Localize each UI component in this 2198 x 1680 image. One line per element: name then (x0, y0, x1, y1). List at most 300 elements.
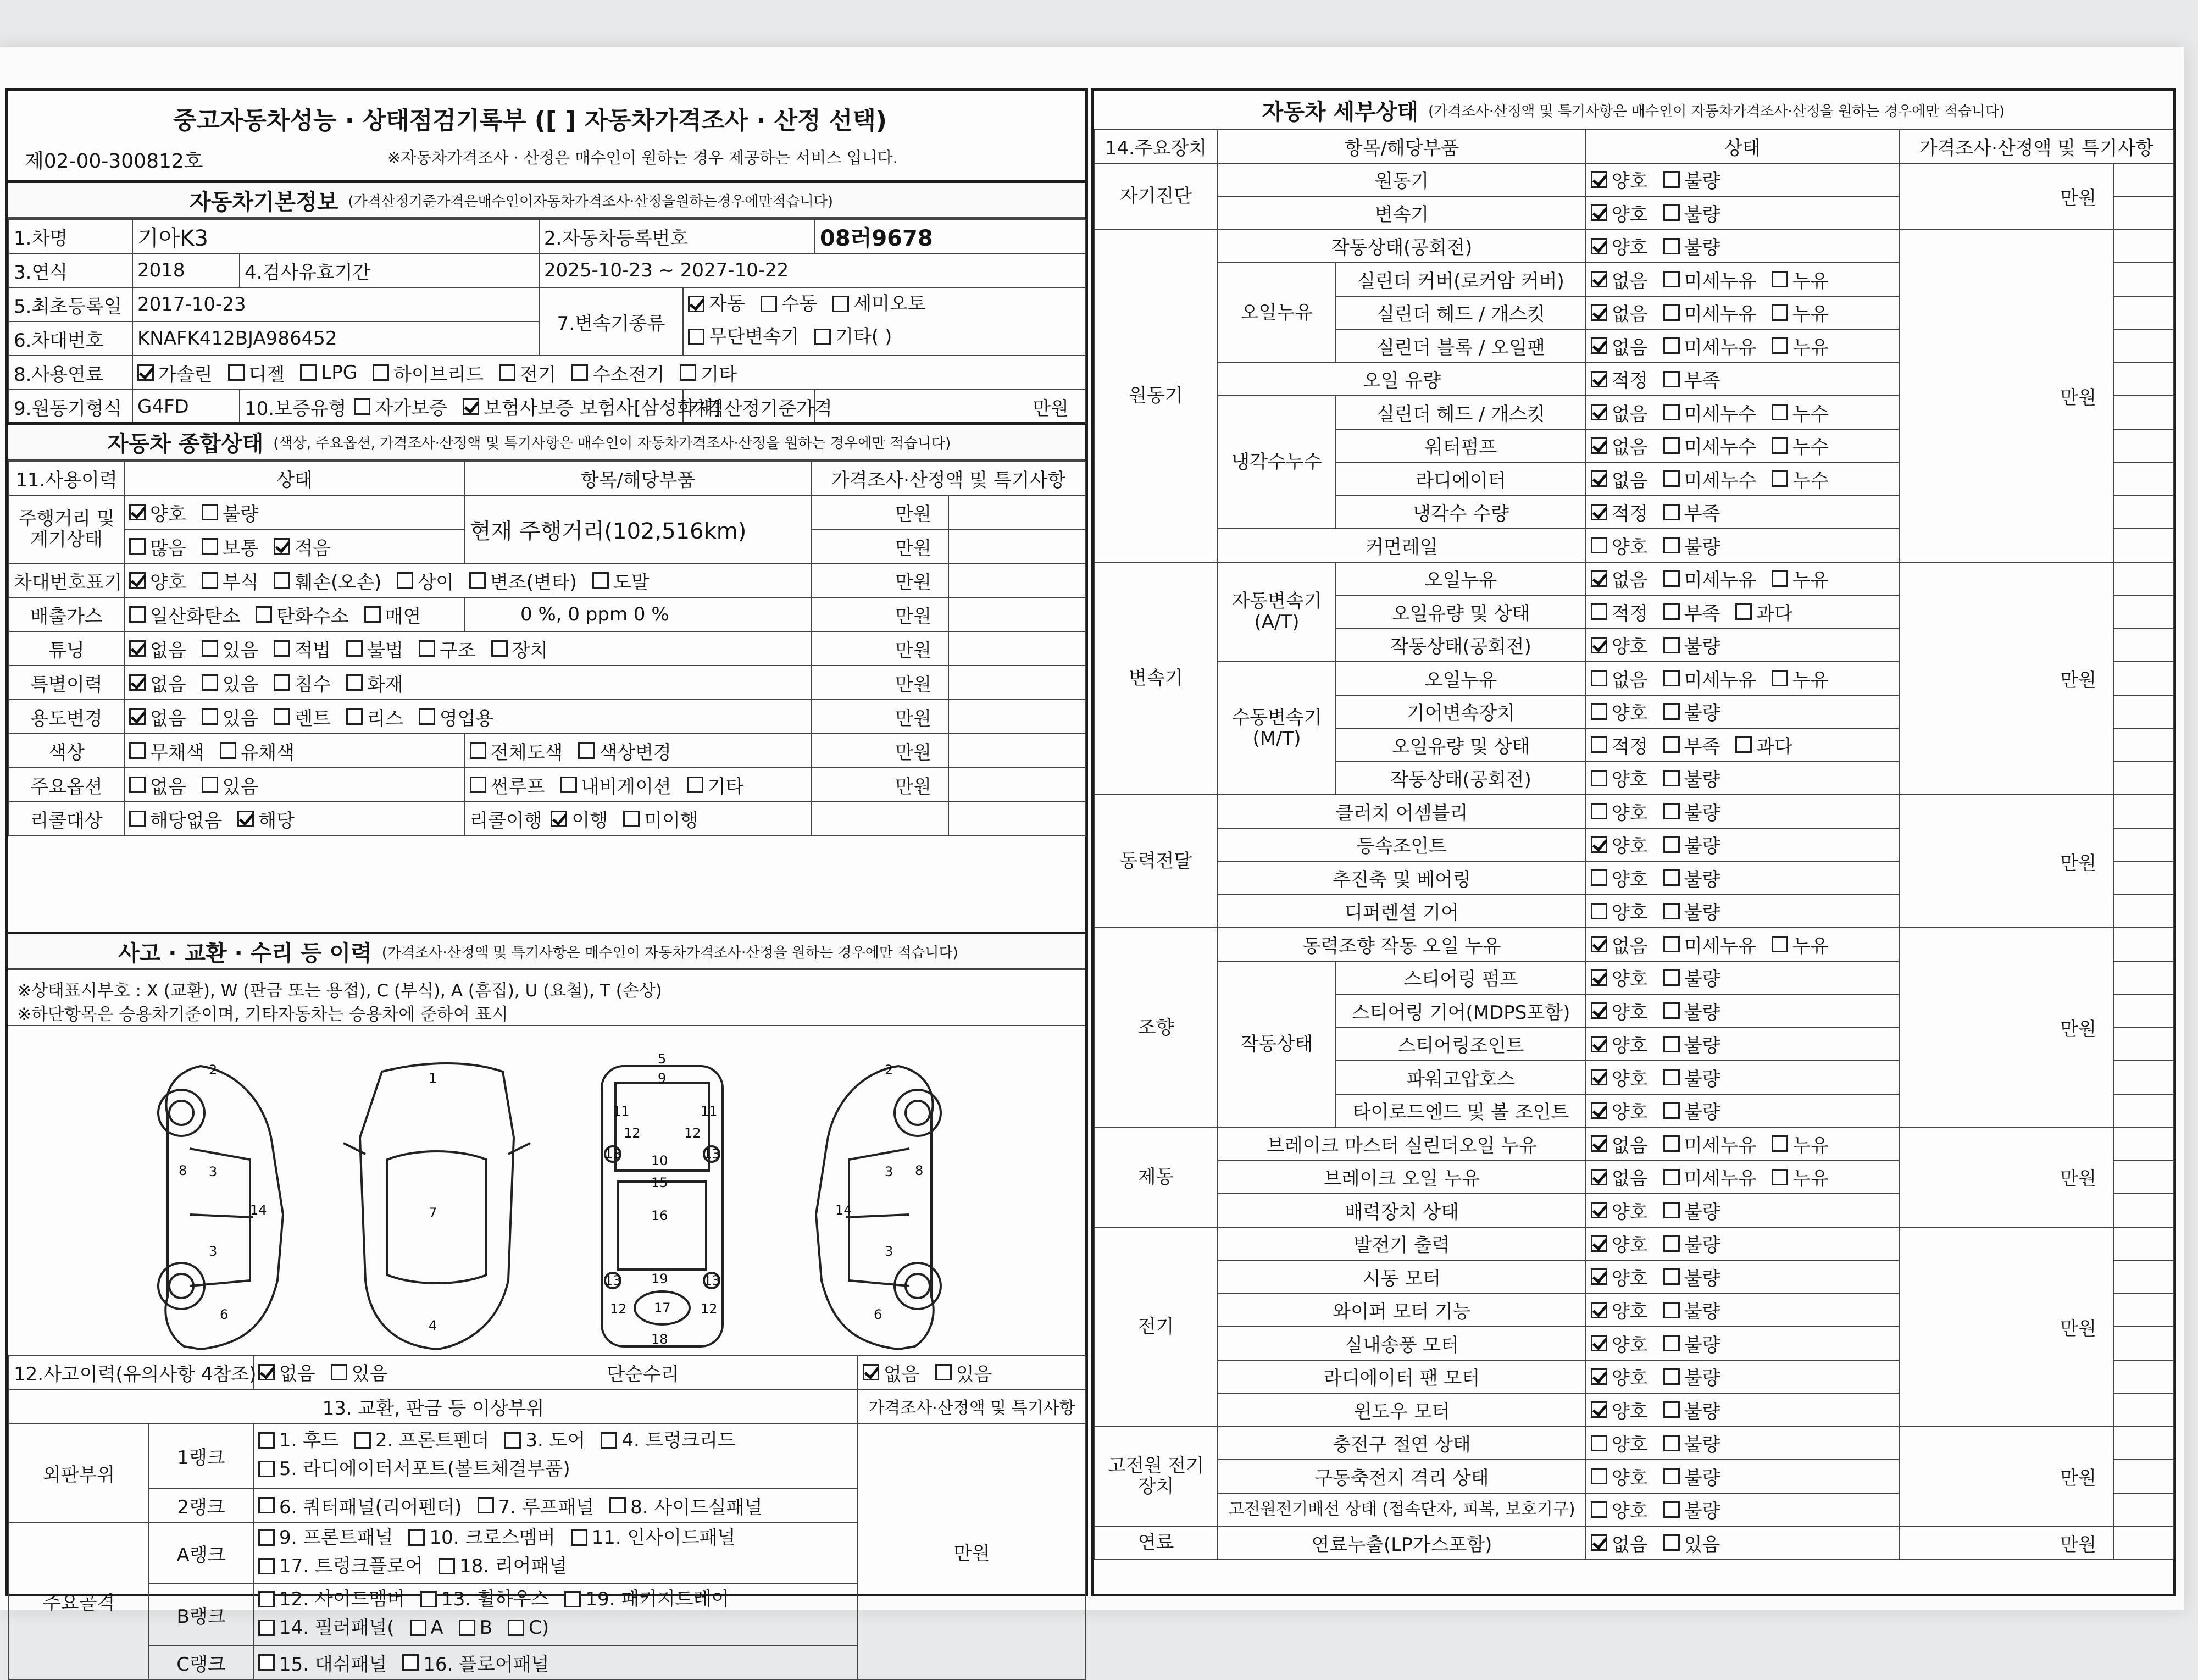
status-checkbox[interactable] (1663, 1401, 1680, 1418)
status-checkbox[interactable] (1591, 537, 1607, 553)
detail-status (1586, 1127, 1899, 1161)
status-checkbox[interactable] (1663, 1302, 1680, 1318)
checkbox-side-member[interactable] (258, 1591, 275, 1607)
status-option-label: 없음 (1612, 336, 1648, 359)
status-checkbox[interactable] (1591, 570, 1607, 587)
detail-item: 실린더 커버(로커암 커버) (1336, 263, 1586, 296)
checkbox-package-tray[interactable] (564, 1591, 581, 1607)
rank-c-parts: 15. 대쉬패널 16. 플로어패널 (253, 1645, 858, 1679)
status-checkbox[interactable] (1591, 1368, 1607, 1385)
checkbox-inside-panel[interactable] (571, 1529, 587, 1546)
checkbox-tuning-illegal[interactable] (346, 640, 363, 657)
device-group-label: 조향 (1094, 928, 1218, 1127)
status-option-label: 누유 (1792, 270, 1829, 292)
status-checkbox[interactable] (1591, 1069, 1607, 1085)
note-cell (2113, 1493, 2174, 1527)
checkbox-mileage-high[interactable] (129, 538, 146, 555)
parts-header: 13. 교환, 판금 등 이상부위 (9, 1389, 858, 1423)
fuel-label: 8.사용연료 (9, 356, 132, 390)
status-option-label: 양호 (1612, 1001, 1648, 1024)
checkbox-color-change[interactable] (578, 742, 595, 759)
checkbox-side-sill[interactable] (609, 1497, 626, 1513)
note-cell (2113, 629, 2174, 662)
detail-row (1094, 230, 2174, 263)
diagram-label: 13 (604, 1146, 621, 1162)
status-option-label: 누수 (1792, 436, 1829, 459)
document-number: 제02-00-300812호 (25, 150, 203, 173)
status-checkbox[interactable] (1591, 670, 1607, 686)
status-checkbox[interactable] (1663, 1368, 1680, 1385)
rank-b-label: B랭크 (149, 1584, 253, 1645)
status-checkbox[interactable] (1591, 1235, 1607, 1252)
checkbox-tuning-structure[interactable] (419, 640, 435, 657)
checkbox-vin-painted[interactable] (592, 572, 609, 589)
checkbox-front-fender[interactable] (354, 1432, 371, 1449)
checkbox-recall-done[interactable] (551, 811, 567, 827)
status-checkbox[interactable] (1591, 770, 1607, 786)
checkbox-door[interactable] (504, 1432, 521, 1449)
detail-status (1586, 1393, 1899, 1427)
checkbox-floor-panel[interactable] (402, 1654, 419, 1671)
status-option-label: 불량 (1684, 1334, 1720, 1356)
color-options-b: 전체도색 색상변경 (465, 734, 811, 768)
checkbox-smoke[interactable] (364, 606, 381, 623)
checkbox-rear-panel[interactable] (439, 1558, 455, 1574)
status-option-label: 불량 (1684, 1500, 1720, 1523)
checkbox-mileage-bad[interactable] (202, 504, 218, 520)
transmission-options: 자동 수동 세미오토 무단변속기 기타( ) (683, 287, 1086, 356)
status-checkbox[interactable] (1663, 1102, 1680, 1119)
checkbox-vin-corrosion[interactable] (202, 572, 218, 589)
checkbox-commercial[interactable] (419, 708, 435, 725)
reg-no-value: 08러9678 (815, 219, 1086, 253)
status-checkbox[interactable] (1663, 603, 1680, 620)
note-cell (2113, 695, 2174, 729)
parts-price-unit: 만원 (858, 1423, 1086, 1679)
status-checkbox[interactable] (1735, 603, 1752, 620)
status-checkbox[interactable] (1663, 171, 1680, 188)
recall-status: 리콜이행 이행 미이행 (465, 802, 811, 836)
checkbox-rent[interactable] (274, 708, 290, 725)
note-cell (2113, 462, 2174, 496)
checkbox-pillar-c[interactable] (508, 1620, 524, 1636)
status-option-label: 과다 (1756, 735, 1793, 758)
status-checkbox[interactable] (1591, 1002, 1607, 1019)
checkbox-cvt[interactable] (688, 329, 704, 345)
status-checkbox[interactable] (1591, 1036, 1607, 1052)
checkbox-fuel-other[interactable] (680, 364, 696, 381)
status-checkbox[interactable] (1663, 1468, 1680, 1484)
status-option-label: 미세누유 (1684, 336, 1757, 359)
checkbox-lease[interactable] (346, 708, 363, 725)
status-option-label: 부족 (1684, 735, 1720, 758)
checkbox-cross-member[interactable] (408, 1529, 425, 1546)
status-checkbox[interactable] (1591, 903, 1607, 919)
detail-item: 브레이크 오일 누유 (1218, 1161, 1586, 1194)
detail-status (1586, 230, 1899, 263)
note-cell (2113, 728, 2174, 762)
status-code-legend: ※상태표시부호 : X (교환), W (판금 또는 용접), C (부식), A (흠집), U (요철), T (손상) (17, 981, 662, 1001)
status-option-label: 불량 (1684, 968, 1720, 991)
checkbox-recall-not-done[interactable] (623, 811, 640, 827)
checkbox-tuning-device[interactable] (491, 640, 508, 657)
diagram-label: 12 (684, 1125, 701, 1141)
note-cell (2113, 196, 2174, 230)
checkbox-hood[interactable] (258, 1432, 275, 1449)
device-group-label: 동력전달 (1094, 795, 1218, 928)
checkbox-sunroof[interactable] (470, 777, 486, 793)
rank-1-label: 1랭크 (149, 1423, 253, 1488)
parts-table (8, 1423, 1086, 1680)
checkbox-option-other[interactable] (687, 777, 703, 793)
status-option-label: 미세누유 (1684, 1168, 1757, 1190)
checkbox-electric[interactable] (499, 364, 515, 381)
status-checkbox[interactable] (1663, 404, 1680, 420)
status-checkbox[interactable] (1663, 1002, 1680, 1019)
checkbox-trunk-lid[interactable] (601, 1432, 617, 1449)
status-checkbox[interactable] (1591, 936, 1607, 952)
diagram-label: 3 (209, 1244, 218, 1259)
vin-value: KNAFK412BJA986452 (132, 321, 539, 356)
detail-status (1586, 163, 1899, 197)
checkbox-options-yes[interactable] (202, 777, 218, 793)
status-option-label: 미세누유 (1684, 569, 1757, 592)
checkbox-manual[interactable] (761, 296, 777, 312)
checkbox-navigation[interactable] (560, 777, 577, 793)
status-option-label: 누유 (1792, 569, 1829, 592)
note-cell (2113, 363, 2174, 396)
status-checkbox[interactable] (1591, 171, 1607, 188)
status-checkbox[interactable] (1663, 869, 1680, 886)
checkbox-accident-none[interactable] (258, 1364, 275, 1380)
status-checkbox[interactable] (1591, 1302, 1607, 1318)
status-option-label: 불량 (1684, 769, 1720, 791)
current-mileage: 현재 주행거리(102,516km) (465, 495, 811, 563)
detail-status-panel (1091, 88, 2176, 1596)
checkbox-tuning-yes[interactable] (202, 640, 218, 657)
status-checkbox[interactable] (1663, 271, 1680, 287)
note-cell (2113, 1127, 2174, 1161)
checkbox-trans-other[interactable] (814, 329, 831, 345)
status-checkbox[interactable] (1663, 936, 1680, 952)
checkbox-mileage-normal[interactable] (202, 538, 218, 555)
price-unit: 만원 (1899, 230, 2113, 562)
diagram-label: 12 (701, 1301, 718, 1317)
checkbox-co[interactable] (129, 606, 146, 623)
status-checkbox[interactable] (1772, 936, 1788, 952)
detail-item: 오일누유 (1336, 662, 1586, 695)
simple-repair-label: 단순수리 (607, 1363, 679, 1385)
status-option-label: 불량 (1684, 835, 1720, 858)
emission-label: 배출가스 (9, 597, 124, 631)
year-label: 3.연식 (9, 253, 132, 287)
status-checkbox[interactable] (1591, 1501, 1607, 1518)
status-checkbox[interactable] (1772, 404, 1788, 420)
status-checkbox[interactable] (1591, 238, 1607, 254)
checkbox-vin-mismatch[interactable] (397, 572, 413, 589)
status-checkbox[interactable] (1591, 504, 1607, 520)
status-option-label: 양호 (1612, 1101, 1648, 1124)
detail-status (1586, 1327, 1899, 1360)
checkbox-wheel-house[interactable] (420, 1591, 437, 1607)
subgroup-label: 작동상태 (1218, 961, 1336, 1128)
accident-header: 사고 · 교환 · 수리 등 이력 (가격조사·산정액 및 특기사항은 매수인이 자동차가격조사·산정을 원하는 경우에만 적습니다) (8, 932, 1085, 970)
status-option-label: 불량 (1684, 702, 1720, 725)
checkbox-dash-panel[interactable] (258, 1654, 275, 1671)
status-checkbox[interactable] (1591, 1102, 1607, 1119)
status-checkbox[interactable] (1663, 470, 1680, 487)
status-checkbox[interactable] (1663, 204, 1680, 221)
status-checkbox[interactable] (1591, 1534, 1607, 1551)
detail-item: 배력장치 상태 (1218, 1194, 1586, 1227)
detail-row (1094, 1427, 2174, 1460)
checkbox-hydrogen[interactable] (571, 364, 588, 381)
detail-item: 실린더 블록 / 오일팬 (1336, 329, 1586, 363)
checkbox-flood[interactable] (274, 674, 290, 691)
status-checkbox[interactable] (1591, 637, 1607, 653)
status-option-label: 누유 (1792, 1168, 1829, 1190)
diagram-label: 13 (703, 1146, 720, 1162)
status-checkbox[interactable] (1591, 1268, 1607, 1285)
detail-item: 실린더 헤드 / 개스킷 (1336, 396, 1586, 429)
status-checkbox[interactable] (1591, 204, 1607, 221)
status-checkbox[interactable] (1591, 371, 1607, 387)
detail-item: 오일 유량 (1218, 363, 1586, 396)
status-checkbox[interactable] (1591, 1169, 1607, 1185)
status-checkbox[interactable] (1772, 271, 1788, 287)
status-option-label: 없음 (1612, 569, 1648, 592)
status-checkbox[interactable] (1663, 969, 1680, 986)
status-checkbox[interactable] (1663, 537, 1680, 553)
status-checkbox[interactable] (1772, 570, 1788, 587)
status-checkbox[interactable] (1663, 1202, 1680, 1218)
detail-status (1586, 1526, 1899, 1560)
engine-value: G4FD (132, 390, 240, 424)
checkbox-semi-auto[interactable] (832, 296, 849, 312)
diagram-label: 10 (651, 1153, 668, 1168)
checkbox-tuning-none[interactable] (129, 640, 146, 657)
note-cell (2113, 1294, 2174, 1327)
checkbox-diesel[interactable] (228, 364, 245, 381)
checkbox-insurer-warranty[interactable] (463, 398, 479, 415)
status-checkbox[interactable] (1591, 304, 1607, 321)
checkbox-auto[interactable] (688, 296, 704, 312)
note-cell (2113, 828, 2174, 862)
status-option-label: 있음 (1684, 1533, 1720, 1556)
status-checkbox[interactable] (1591, 1202, 1607, 1218)
checkbox-radiator-support[interactable] (258, 1461, 275, 1477)
status-option-label: 불량 (1684, 1101, 1720, 1124)
checkbox-achromatic[interactable] (129, 742, 146, 759)
checkbox-pillar-b[interactable] (459, 1620, 475, 1636)
checkbox-simple-none[interactable] (863, 1364, 879, 1380)
diagram-label: 13 (604, 1273, 621, 1288)
diagram-label: 11 (613, 1104, 630, 1119)
note-cell (2113, 429, 2174, 463)
status-checkbox[interactable] (1663, 1235, 1680, 1252)
status-checkbox[interactable] (1772, 337, 1788, 354)
price-unit: 만원 (1899, 928, 2113, 1127)
checkbox-gasoline[interactable] (137, 364, 154, 381)
checkbox-hc[interactable] (256, 606, 272, 623)
checkbox-self-warranty[interactable] (354, 398, 370, 415)
status-checkbox[interactable] (1772, 437, 1788, 454)
detail-item: 오일누유 (1336, 562, 1586, 596)
checkbox-hybrid[interactable] (373, 364, 389, 381)
simple-repair-options: 없음 있음 (858, 1355, 1086, 1389)
price-col: 가격조사·산정액 및 특기사항 (811, 461, 1086, 495)
status-checkbox[interactable] (1591, 803, 1607, 819)
status-option-label: 부족 (1684, 370, 1720, 392)
checkbox-mileage-good[interactable] (129, 504, 146, 520)
device-group-label: 변속기 (1094, 562, 1218, 795)
checkbox-tuning-legal[interactable] (274, 640, 290, 657)
note-cell (2113, 496, 2174, 529)
status-option-label: 없음 (1612, 1533, 1648, 1556)
status-checkbox[interactable] (1591, 437, 1607, 454)
diagram-label: 5 (658, 1051, 667, 1067)
detail-item: 타이로드엔드 및 볼 조인트 (1336, 1094, 1586, 1128)
status-checkbox[interactable] (1591, 1468, 1607, 1484)
status-checkbox[interactable] (1663, 1069, 1680, 1085)
diagram-label: 9 (658, 1071, 667, 1086)
checkbox-pillar-panel[interactable] (258, 1620, 275, 1636)
checkbox-lpg[interactable] (300, 364, 317, 381)
status-checkbox[interactable] (1663, 1268, 1680, 1285)
status-checkbox[interactable] (1663, 437, 1680, 454)
status-checkbox[interactable] (1663, 736, 1680, 753)
detail-row (1094, 795, 2174, 828)
status-checkbox[interactable] (1772, 670, 1788, 686)
status-option-label: 양호 (1612, 702, 1648, 725)
status-checkbox[interactable] (1591, 1401, 1607, 1418)
subgroup-label: 자동변속기 (A/T) (1218, 562, 1336, 662)
status-checkbox[interactable] (1663, 703, 1680, 720)
status-checkbox[interactable] (1663, 836, 1680, 853)
status-checkbox[interactable] (1663, 770, 1680, 786)
status-checkbox[interactable] (1591, 1135, 1607, 1152)
diagram-label: 12 (624, 1125, 641, 1141)
status-checkbox[interactable] (1591, 1435, 1607, 1451)
note-cell (2113, 1028, 2174, 1061)
diagram-label: 12 (610, 1301, 627, 1317)
status-checkbox[interactable] (1663, 1435, 1680, 1451)
status-checkbox[interactable] (1663, 337, 1680, 354)
checkbox-recall-applicable[interactable] (237, 811, 254, 827)
detail-status (1586, 529, 1899, 562)
detail-item: 오일유량 및 상태 (1336, 728, 1586, 762)
status-checkbox[interactable] (1772, 470, 1788, 487)
detail-item: 냉각수 수량 (1336, 496, 1586, 529)
detail-item: 브레이크 마스터 실린더오일 누유 (1218, 1127, 1586, 1161)
checkbox-roof-panel[interactable] (478, 1497, 494, 1513)
checkbox-front-panel[interactable] (258, 1529, 275, 1546)
checkbox-usage-yes[interactable] (202, 708, 218, 725)
status-checkbox[interactable] (1591, 836, 1607, 853)
checkbox-special-none[interactable] (129, 674, 146, 691)
status-checkbox[interactable] (1663, 570, 1680, 587)
detail-item: 작동상태(공회전) (1336, 629, 1586, 662)
status-checkbox[interactable] (1772, 1135, 1788, 1152)
status-option-label: 적정 (1612, 370, 1648, 392)
checkbox-vin-good[interactable] (129, 572, 146, 589)
checkbox-trunk-floor[interactable] (258, 1558, 275, 1574)
status-option-label: 양호 (1612, 1400, 1648, 1423)
status-option-label: 미세누수 (1684, 436, 1757, 459)
status-checkbox[interactable] (1663, 371, 1680, 387)
status-checkbox[interactable] (1663, 304, 1680, 321)
status-checkbox[interactable] (1663, 637, 1680, 653)
checkbox-quarter-panel[interactable] (258, 1497, 275, 1513)
detail-row (1094, 928, 2174, 961)
status-checkbox[interactable] (1591, 603, 1607, 620)
status-option-label: 양호 (1612, 802, 1648, 824)
diagram-label: 11 (701, 1104, 718, 1119)
status-checkbox[interactable] (1663, 1501, 1680, 1518)
detail-status (1586, 363, 1899, 396)
status-checkbox[interactable] (1663, 670, 1680, 686)
checkbox-chromatic[interactable] (220, 742, 236, 759)
checkbox-full-paint[interactable] (470, 742, 486, 759)
status-option-label: 누유 (1792, 669, 1829, 691)
checkbox-options-none[interactable] (129, 777, 146, 793)
status-checkbox[interactable] (1591, 470, 1607, 487)
checkbox-special-yes[interactable] (202, 674, 218, 691)
status-option-label: 없음 (1612, 303, 1648, 326)
status-checkbox[interactable] (1772, 304, 1788, 321)
status-checkbox[interactable] (1591, 736, 1607, 753)
status-checkbox[interactable] (1735, 736, 1752, 753)
status-checkbox[interactable] (1663, 903, 1680, 919)
detail-item: 디퍼렌셜 기어 (1218, 895, 1586, 928)
status-checkbox[interactable] (1663, 1135, 1680, 1152)
checkbox-vin-damaged[interactable] (274, 572, 290, 589)
status-option-label: 양호 (1612, 902, 1648, 924)
status-checkbox[interactable] (1663, 1169, 1680, 1185)
status-checkbox[interactable] (1591, 337, 1607, 354)
detail-status (1586, 994, 1899, 1028)
detail-status (1586, 196, 1899, 230)
status-option-label: 불량 (1684, 1068, 1720, 1090)
status-checkbox[interactable] (1772, 1169, 1788, 1185)
checkbox-usage-none[interactable] (129, 708, 146, 725)
checkbox-vin-altered[interactable] (469, 572, 486, 589)
status-checkbox[interactable] (1591, 869, 1607, 886)
status-checkbox[interactable] (1663, 803, 1680, 819)
status-checkbox[interactable] (1663, 238, 1680, 254)
checkbox-accident-yes[interactable] (331, 1364, 347, 1380)
diagram-label: 3 (209, 1164, 218, 1179)
status-checkbox[interactable] (1663, 1534, 1680, 1551)
status-checkbox[interactable] (1591, 703, 1607, 720)
checkbox-fire[interactable] (346, 674, 363, 691)
checkbox-recall-na[interactable] (129, 811, 146, 827)
note-cell (2113, 928, 2174, 961)
checkbox-mileage-low[interactable] (274, 538, 290, 555)
status-checkbox[interactable] (1663, 504, 1680, 520)
checkbox-pillar-a[interactable] (410, 1620, 426, 1636)
status-checkbox[interactable] (1591, 271, 1607, 287)
diagram-label: 14 (835, 1202, 852, 1218)
checkbox-simple-yes[interactable] (935, 1364, 952, 1380)
accident-history-label: 12.사고이력(유의사항 4참조) (9, 1355, 253, 1389)
status-checkbox[interactable] (1591, 404, 1607, 420)
status-checkbox[interactable] (1663, 1036, 1680, 1052)
status-checkbox[interactable] (1591, 1335, 1607, 1351)
detail-item: 변속기 (1218, 196, 1586, 230)
status-checkbox[interactable] (1663, 1335, 1680, 1351)
status-checkbox[interactable] (1591, 969, 1607, 986)
